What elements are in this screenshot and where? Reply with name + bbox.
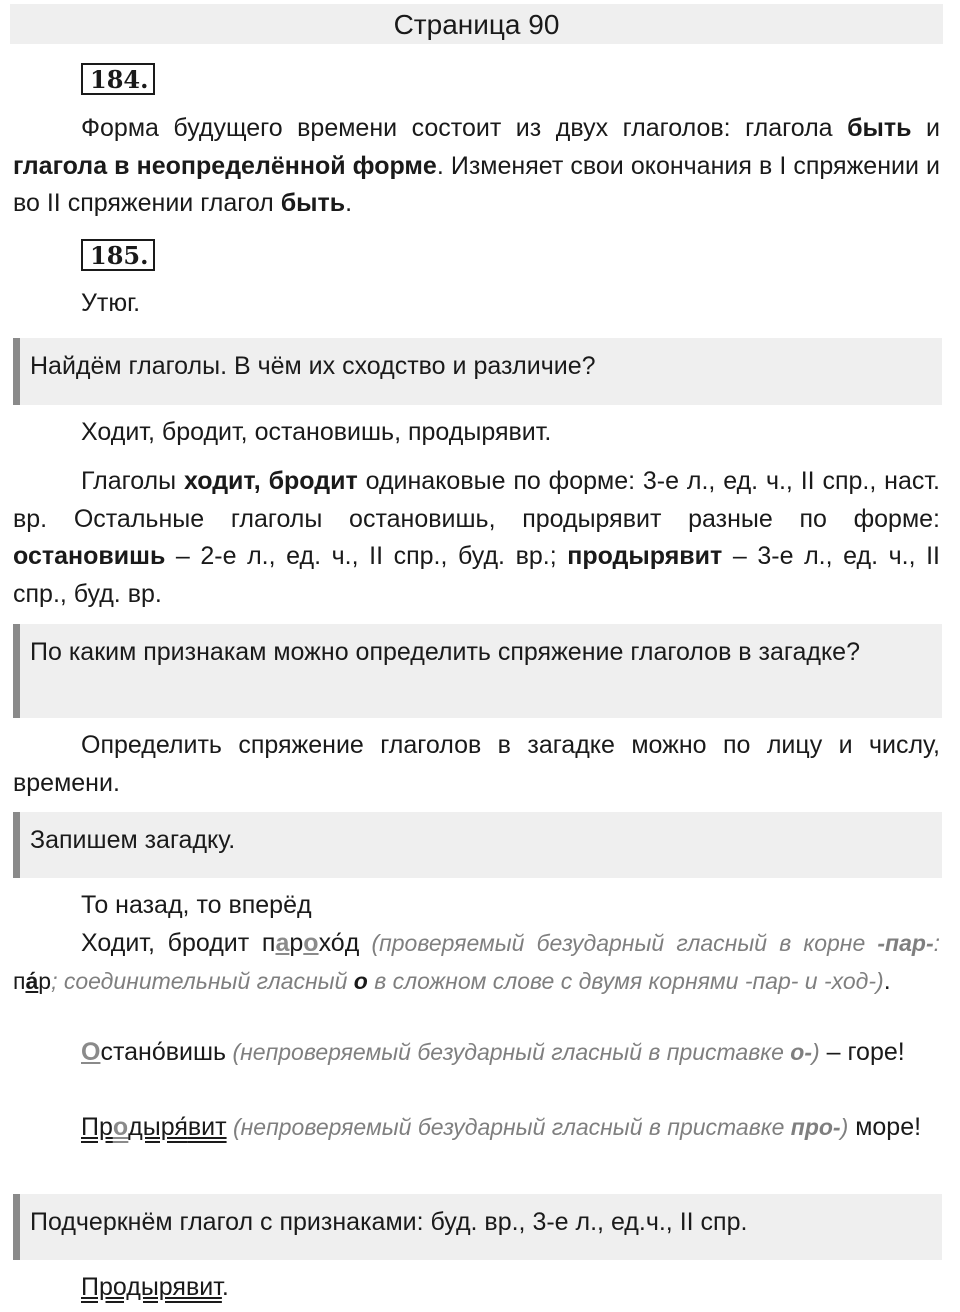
verbs-line: Ходит, бродит, остановишь, продырявит. bbox=[81, 418, 552, 446]
question-text: По каким признакам можно определить спряжение глаголов в загадке? bbox=[30, 638, 860, 666]
text: . bbox=[883, 966, 891, 995]
letter: п bbox=[13, 967, 26, 994]
word-part: дыря ́ bbox=[128, 1113, 188, 1141]
word-part: вит bbox=[187, 1113, 227, 1141]
question-text: Найдём глаголы. В чём их сходство и различие? bbox=[30, 352, 596, 380]
unstressed-vowel: а bbox=[275, 929, 290, 957]
paragraph-conjugation: Определить спряжение глаголов в загадке можно по лицу и числу, времени. bbox=[13, 731, 940, 797]
text: – горе! bbox=[819, 1038, 905, 1066]
note-bold: о- bbox=[790, 1039, 812, 1065]
text: и bbox=[911, 114, 940, 142]
letter: п bbox=[261, 929, 276, 957]
unstressed-vowel: О bbox=[81, 1038, 101, 1066]
riddle-line-2 bbox=[13, 925, 940, 1000]
note-text: ) bbox=[812, 1039, 820, 1065]
text: – 3-е л., ед. ч., II спр., буд. вр. bbox=[13, 542, 940, 608]
bold-text: глагола в неопределённой форме bbox=[13, 151, 437, 180]
stressed-vowel: о ́ bbox=[331, 929, 345, 957]
connecting-vowel: о bbox=[303, 929, 319, 957]
question-box-1 bbox=[13, 338, 942, 405]
riddle-line-3 bbox=[13, 1034, 940, 1072]
note-bold: про- bbox=[790, 1114, 841, 1140]
question-text: Подчеркнём глагол с признаками: буд. вр., 3-е л., ед.ч., II спр. bbox=[30, 1208, 748, 1236]
riddle-line-4 bbox=[13, 1109, 940, 1147]
spelling-note bbox=[226, 1039, 820, 1065]
word-parokhod bbox=[262, 929, 359, 957]
note-text: (непроверяемый безударный гласный в приставке bbox=[226, 1039, 791, 1065]
text: . bbox=[345, 189, 353, 217]
riddle-line-1: То назад, то вперёд bbox=[81, 891, 312, 919]
bold-text: быть bbox=[280, 189, 346, 217]
question-text: Запишем загадку. bbox=[30, 826, 236, 854]
text: одинаковые по форме: 3-е л., ед. ч., II спр., наст. вр. Остальные глаголы остановишь, продырявит разные по форме: bbox=[13, 467, 940, 533]
letter: д bbox=[344, 929, 360, 957]
text: море! bbox=[848, 1113, 922, 1141]
letter: х bbox=[318, 929, 331, 957]
question-box-2 bbox=[13, 624, 942, 718]
text: Форма будущего времени состоит из двух глаголов: глагола bbox=[81, 114, 848, 142]
letter: р bbox=[38, 967, 52, 994]
note-text: (проверяемый безударный гласный в корне bbox=[359, 930, 878, 956]
word-part: вишь bbox=[165, 1038, 227, 1066]
word-part: Пр bbox=[81, 1113, 113, 1141]
stressed-vowel: а ́ bbox=[25, 968, 38, 994]
spelling-note bbox=[227, 1114, 849, 1140]
unstressed-vowel: о bbox=[112, 1113, 129, 1141]
text: . bbox=[221, 1273, 229, 1301]
bold-text: ходит, бродит bbox=[183, 467, 358, 495]
final-answer bbox=[81, 1269, 941, 1307]
paragraph-184 bbox=[13, 110, 940, 223]
check-word bbox=[13, 968, 51, 994]
letter: р bbox=[289, 929, 304, 957]
word-part: стано ́ bbox=[100, 1038, 165, 1066]
exercise-number-184: 184. bbox=[81, 63, 155, 95]
text: – 2-е л., ед. ч., II спр., буд. вр.; bbox=[165, 542, 568, 570]
bold-text: остановишь bbox=[13, 542, 166, 570]
word-prodyryavit bbox=[81, 1113, 227, 1141]
paragraph-verb-forms bbox=[13, 463, 940, 613]
note-bold: -пар- bbox=[877, 930, 934, 956]
note-text: (непроверяемый безударный гласный в приставке bbox=[226, 1114, 791, 1140]
text: Ходит, бродит bbox=[81, 929, 262, 957]
text: . Изменяет свои окончания в I спряжении и во II спряжении глагол bbox=[13, 151, 940, 217]
note-text: в сложном слове с двумя корнями -пар- и -ход-) bbox=[367, 967, 884, 994]
bold-text: продырявит bbox=[567, 542, 723, 570]
note-text: ; соединительный гласный bbox=[51, 967, 354, 994]
note-text: ) bbox=[840, 1114, 849, 1140]
page-title: Страница 90 bbox=[10, 4, 943, 44]
text: Глаголы bbox=[81, 467, 184, 495]
note-bold: о bbox=[353, 967, 368, 994]
word-ostanovish bbox=[100, 1038, 226, 1066]
bold-text: быть bbox=[847, 114, 912, 142]
question-box-4 bbox=[13, 1194, 942, 1260]
answer-text: Утюг. bbox=[81, 289, 141, 317]
note-text: : bbox=[933, 930, 940, 956]
underlined-verb: Продырявит bbox=[81, 1273, 222, 1301]
exercise-number-185: 185. bbox=[81, 239, 155, 271]
question-box-3 bbox=[13, 812, 942, 878]
